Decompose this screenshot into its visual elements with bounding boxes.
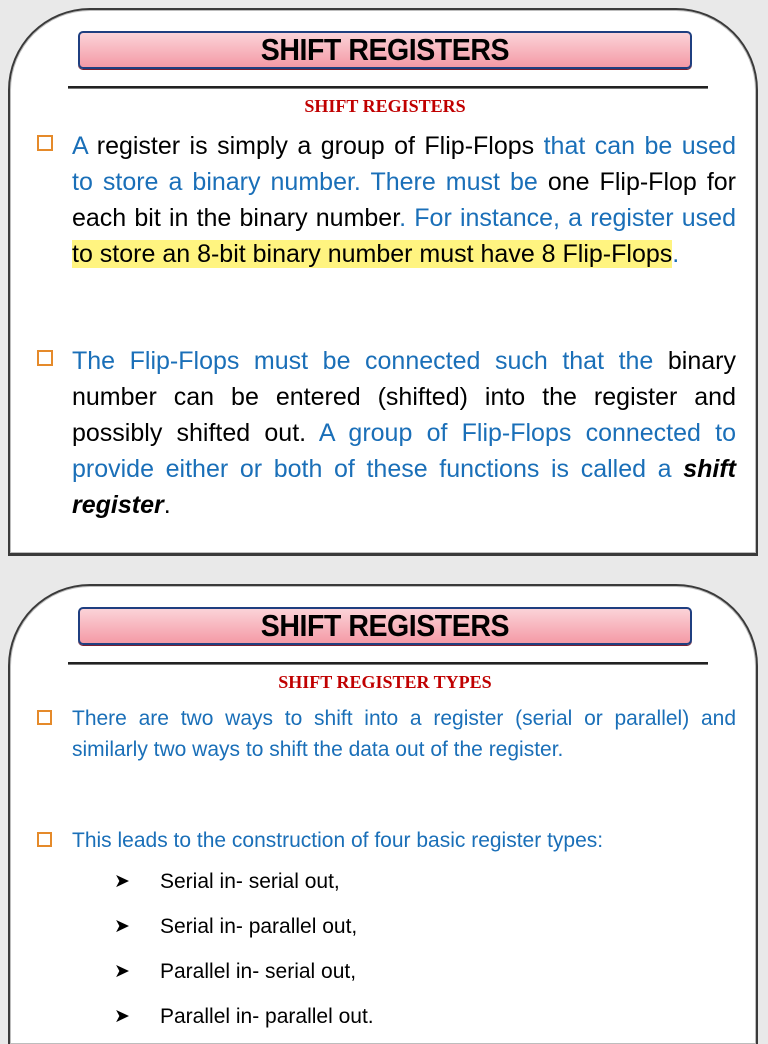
arrowhead-bullet-icon: ➤	[114, 916, 130, 937]
slide-1-bullet-1	[72, 128, 736, 272]
register-type-label: Parallel in- parallel out.	[160, 1005, 374, 1028]
register-type-item	[114, 870, 340, 894]
slide-1-bullet-2	[72, 343, 736, 523]
highlighted-text: to store an 8-bit binary number must have 8 Flip-Flops	[72, 240, 673, 268]
text-span: . For instance, a register used	[399, 204, 736, 232]
register-type-label: Serial in- parallel out,	[160, 915, 358, 938]
square-bullet-icon	[37, 832, 52, 847]
register-type-item	[114, 960, 357, 984]
slide-2-bullet-2	[72, 826, 736, 857]
slide-1-subheading: SHIFT REGISTERS	[304, 96, 466, 116]
text-span: binary number can be entered (shifted) into the register and possibly shifted out.	[72, 347, 736, 447]
slide-2-title: SHIFT REGISTERS	[260, 608, 510, 643]
emphasis-text: shift register	[72, 455, 736, 519]
slide-2-divider	[68, 662, 708, 665]
text-span: This leads to the construction of four basic register types:	[72, 829, 604, 852]
arrowhead-bullet-icon: ➤	[114, 871, 130, 892]
register-type-item	[114, 915, 358, 939]
arrowhead-bullet-icon: ➤	[114, 1006, 130, 1027]
text-span: one Flip-Flop for each bit in the binary number	[72, 168, 737, 232]
text-span: There are two ways to shift into a register (serial or parallel) and similarly two ways to shift the data out of the register.	[72, 707, 736, 761]
slide-1	[8, 8, 758, 556]
arrowhead-bullet-icon: ➤	[114, 961, 130, 982]
register-type-label: Serial in- serial out,	[160, 870, 340, 893]
register-type-label: Parallel in- serial out,	[160, 960, 357, 983]
slide-2-subheading: SHIFT REGISTER TYPES	[278, 672, 492, 692]
text-span: The Flip-Flops must be connected such that the	[72, 347, 654, 375]
text-span: that can be used to store a binary number. There must be	[72, 132, 736, 196]
slide-1-divider	[68, 86, 708, 89]
slide-2-bullet-1	[72, 704, 736, 765]
square-bullet-icon	[37, 135, 53, 151]
register-type-item	[114, 1005, 374, 1029]
square-bullet-icon	[37, 350, 53, 366]
text-span: A group of Flip-Flops connected to provide either or both of these functions is called a	[72, 419, 736, 483]
text-span: A	[72, 132, 88, 160]
slide-1-title-bar	[78, 31, 692, 69]
text-span: .	[163, 491, 171, 519]
text-span: register is simply a group of Flip-Flops	[87, 132, 544, 160]
square-bullet-icon	[37, 710, 52, 725]
slide-1-title: SHIFT REGISTERS	[260, 32, 510, 67]
slide-2-title-bar	[78, 607, 692, 645]
text-span: .	[672, 240, 680, 268]
slide-2	[8, 584, 758, 1044]
